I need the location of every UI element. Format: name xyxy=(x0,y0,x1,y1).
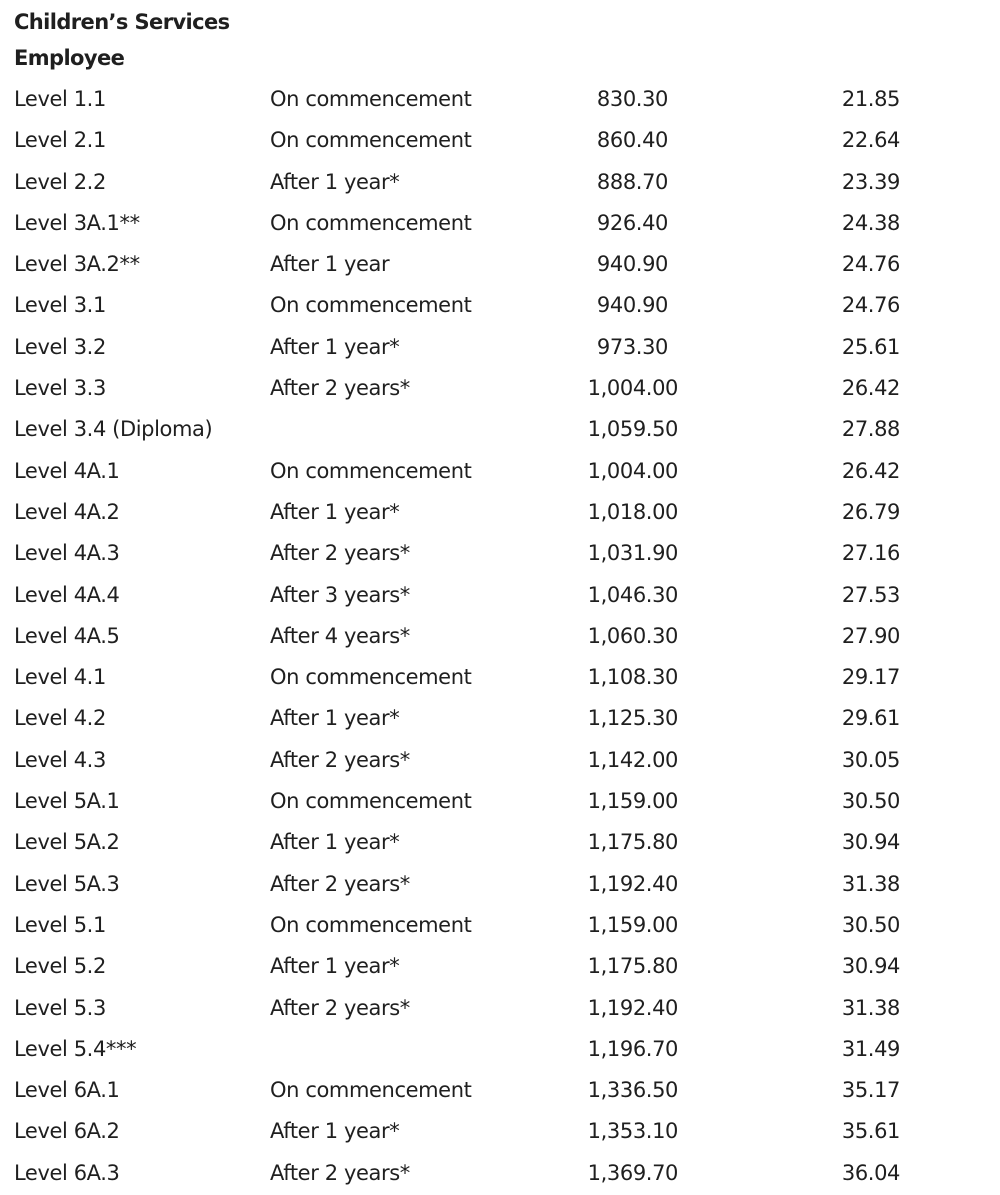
step-cell: On commencement xyxy=(270,665,472,690)
table-row xyxy=(0,781,1000,822)
level-cell: Level 3.2 xyxy=(14,334,106,359)
table-row xyxy=(0,1029,1000,1070)
step-cell: After 2 years* xyxy=(270,871,410,896)
hourly-rate-cell: 26.42 xyxy=(841,458,900,483)
level-cell: Level 4A.1 xyxy=(14,458,120,483)
step-cell: After 2 years* xyxy=(270,747,410,772)
level-cell: Level 4A.2 xyxy=(14,499,120,524)
level-cell: Level 6A.1 xyxy=(14,1078,120,1103)
table-row xyxy=(0,533,1000,574)
weekly-rate-cell: 1,196.70 xyxy=(587,1036,678,1061)
weekly-rate-cell: 1,125.30 xyxy=(587,706,678,731)
hourly-rate-cell: 35.17 xyxy=(841,1078,900,1103)
hourly-rate-cell: 24.76 xyxy=(841,293,900,318)
pay-rate-table xyxy=(0,79,1000,1194)
table-row xyxy=(0,1111,1000,1152)
weekly-rate-cell: 860.40 xyxy=(596,128,668,153)
hourly-rate-cell: 31.38 xyxy=(841,871,900,896)
weekly-rate-cell: 1,031.90 xyxy=(587,541,678,566)
step-cell: After 2 years* xyxy=(270,541,410,566)
step-cell: After 2 years* xyxy=(270,995,410,1020)
step-cell: On commencement xyxy=(270,128,472,153)
table-row xyxy=(0,79,1000,120)
weekly-rate-cell: 940.90 xyxy=(596,293,668,318)
table-row xyxy=(0,864,1000,905)
level-cell: Level 5A.1 xyxy=(14,789,120,814)
table-row xyxy=(0,244,1000,285)
hourly-rate-cell: 27.90 xyxy=(841,623,900,648)
weekly-rate-cell: 1,175.80 xyxy=(587,830,678,855)
step-cell: On commencement xyxy=(270,1078,472,1103)
table-row xyxy=(0,740,1000,781)
hourly-rate-cell: 30.50 xyxy=(841,789,900,814)
table-row xyxy=(0,616,1000,657)
hourly-rate-cell: 31.38 xyxy=(841,995,900,1020)
level-cell: Level 4.1 xyxy=(14,665,106,690)
hourly-rate-cell: 30.50 xyxy=(841,912,900,937)
hourly-rate-cell: 21.85 xyxy=(841,87,900,111)
hourly-rate-cell: 26.42 xyxy=(841,376,900,401)
table-row xyxy=(0,905,1000,946)
step-cell: After 1 year* xyxy=(270,706,400,731)
weekly-rate-cell: 1,004.00 xyxy=(587,376,678,401)
level-cell: Level 2.2 xyxy=(14,169,106,194)
level-cell: Level 4.3 xyxy=(14,747,106,772)
weekly-rate-cell: 1,159.00 xyxy=(587,912,678,937)
level-cell: Level 6A.2 xyxy=(14,1119,120,1144)
step-cell: On commencement xyxy=(270,293,472,318)
level-cell: Level 5A.3 xyxy=(14,871,120,896)
table-row xyxy=(0,1153,1000,1194)
weekly-rate-cell: 1,059.50 xyxy=(587,417,678,442)
hourly-rate-cell: 22.64 xyxy=(841,128,900,153)
hourly-rate-cell: 25.61 xyxy=(841,334,900,359)
weekly-rate-cell: 1,192.40 xyxy=(587,995,678,1020)
table-row xyxy=(0,451,1000,492)
table-row xyxy=(0,203,1000,244)
table-row xyxy=(0,988,1000,1029)
level-cell: Level 4A.4 xyxy=(14,582,120,607)
step-cell: After 1 year* xyxy=(270,169,400,194)
level-cell: Level 5.4*** xyxy=(14,1036,137,1061)
table-row xyxy=(0,327,1000,368)
weekly-rate-cell: 1,060.30 xyxy=(587,623,678,648)
level-cell: Level 6A.3 xyxy=(14,1160,120,1185)
step-cell: On commencement xyxy=(270,912,472,937)
step-cell: After 1 year xyxy=(270,252,390,277)
step-cell: On commencement xyxy=(270,789,472,814)
weekly-rate-cell: 1,192.40 xyxy=(587,871,678,896)
weekly-rate-cell: 830.30 xyxy=(596,87,668,111)
hourly-rate-cell: 30.05 xyxy=(841,747,900,772)
weekly-rate-cell: 940.90 xyxy=(596,252,668,277)
level-cell: Level 5.1 xyxy=(14,912,106,937)
hourly-rate-cell: 30.94 xyxy=(841,830,900,855)
weekly-rate-cell: 1,004.00 xyxy=(587,458,678,483)
step-cell: After 2 years* xyxy=(270,376,410,401)
table-row xyxy=(0,1070,1000,1111)
level-cell: Level 3.4 (Diploma) xyxy=(14,417,213,442)
hourly-rate-cell: 26.79 xyxy=(841,499,900,524)
weekly-rate-cell: 888.70 xyxy=(596,169,668,194)
table-row xyxy=(0,285,1000,326)
hourly-rate-cell: 36.04 xyxy=(841,1160,900,1185)
table-row xyxy=(0,575,1000,616)
weekly-rate-cell: 926.40 xyxy=(596,210,668,235)
level-cell: Level 3.1 xyxy=(14,293,106,318)
hourly-rate-cell: 27.53 xyxy=(841,582,900,607)
weekly-rate-cell: 1,142.00 xyxy=(587,747,678,772)
table-row xyxy=(0,368,1000,409)
hourly-rate-cell: 29.61 xyxy=(841,706,900,731)
hourly-rate-cell: 24.76 xyxy=(841,252,900,277)
level-cell: Level 1.1 xyxy=(14,87,106,111)
level-cell: Level 2.1 xyxy=(14,128,106,153)
hourly-rate-cell: 30.94 xyxy=(841,954,900,979)
section-title-line-2: Employee xyxy=(14,46,125,70)
step-cell: On commencement xyxy=(270,210,472,235)
weekly-rate-cell: 973.30 xyxy=(596,334,668,359)
level-cell: Level 3.3 xyxy=(14,376,106,401)
table-row xyxy=(0,946,1000,987)
step-cell: After 1 year* xyxy=(270,830,400,855)
hourly-rate-cell: 23.39 xyxy=(841,169,900,194)
hourly-rate-cell: 27.16 xyxy=(841,541,900,566)
level-cell: Level 5.2 xyxy=(14,954,106,979)
weekly-rate-cell: 1,336.50 xyxy=(587,1078,678,1103)
weekly-rate-cell: 1,159.00 xyxy=(587,789,678,814)
step-cell: On commencement xyxy=(270,87,472,111)
level-cell: Level 5.3 xyxy=(14,995,106,1020)
weekly-rate-cell: 1,046.30 xyxy=(587,582,678,607)
table-row xyxy=(0,492,1000,533)
step-cell: After 1 year* xyxy=(270,954,400,979)
weekly-rate-cell: 1,175.80 xyxy=(587,954,678,979)
level-cell: Level 3A.2** xyxy=(14,252,140,277)
step-cell: After 4 years* xyxy=(270,623,410,648)
level-cell: Level 4A.3 xyxy=(14,541,120,566)
weekly-rate-cell: 1,018.00 xyxy=(587,499,678,524)
weekly-rate-cell: 1,108.30 xyxy=(587,665,678,690)
step-cell: After 3 years* xyxy=(270,582,410,607)
step-cell: After 1 year* xyxy=(270,334,400,359)
hourly-rate-cell: 24.38 xyxy=(841,210,900,235)
section-title-line-1: Children’s Services xyxy=(14,10,230,34)
level-cell: Level 4A.5 xyxy=(14,623,120,648)
table-row xyxy=(0,120,1000,161)
hourly-rate-cell: 29.17 xyxy=(841,665,900,690)
table-row xyxy=(0,822,1000,863)
weekly-rate-cell: 1,353.10 xyxy=(587,1119,678,1144)
step-cell: After 2 years* xyxy=(270,1160,410,1185)
hourly-rate-cell: 31.49 xyxy=(841,1036,900,1061)
table-row xyxy=(0,698,1000,739)
table-row xyxy=(0,162,1000,203)
hourly-rate-cell: 35.61 xyxy=(841,1119,900,1144)
step-cell: After 1 year* xyxy=(270,499,400,524)
level-cell: Level 4.2 xyxy=(14,706,106,731)
hourly-rate-cell: 27.88 xyxy=(841,417,900,442)
level-cell: Level 3A.1** xyxy=(14,210,140,235)
weekly-rate-cell: 1,369.70 xyxy=(587,1160,678,1185)
level-cell: Level 5A.2 xyxy=(14,830,120,855)
step-cell: On commencement xyxy=(270,458,472,483)
table-row xyxy=(0,657,1000,698)
step-cell: After 1 year* xyxy=(270,1119,400,1144)
table-row xyxy=(0,409,1000,450)
